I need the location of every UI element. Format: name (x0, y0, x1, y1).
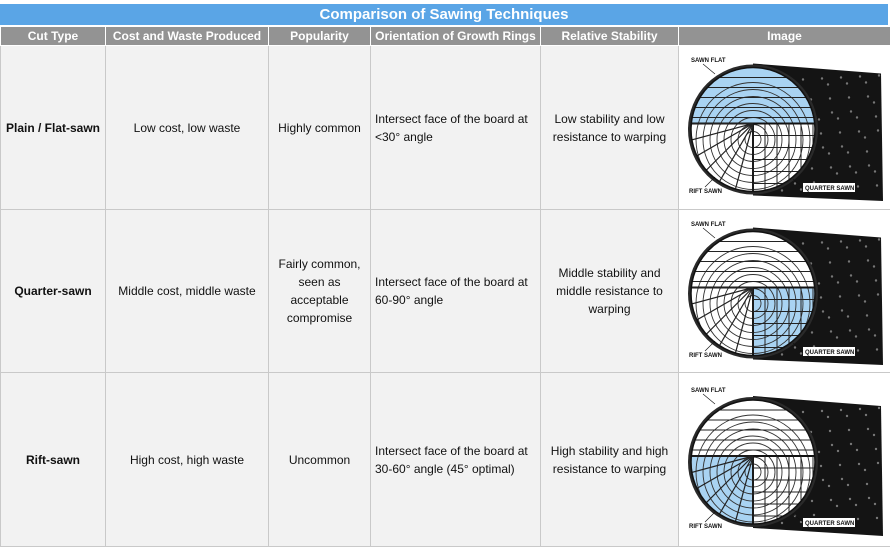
table-row (1, 46, 890, 210)
label-quarter-sawn: QUARTER SAWN (804, 520, 854, 527)
stability-cell: Low stability and low resistance to warping (541, 46, 679, 210)
image-cell (679, 373, 890, 547)
orientation-cell: Intersect face of the board at <30° angle (371, 46, 541, 210)
orientation-cell: Intersect face of the board at 30-60° angle (45° optimal) (371, 373, 541, 547)
cost-cell: Low cost, low waste (106, 46, 269, 210)
image-cell (679, 46, 890, 210)
label-rift-sawn: RIFT SAWN (688, 523, 722, 530)
cut-type-cell: Rift-sawn (1, 373, 106, 547)
label-sawn-flat: SAWN FLAT (690, 221, 726, 228)
label-sawn-flat: SAWN FLAT (690, 387, 726, 394)
label-rift-sawn: RIFT SAWN (688, 352, 722, 359)
log-cross-section-image (685, 50, 885, 205)
comparison-table (0, 26, 890, 547)
cost-cell: Middle cost, middle waste (106, 210, 269, 373)
cost-cell: High cost, high waste (106, 373, 269, 547)
header-stability: Relative Stability (541, 27, 679, 46)
label-rift-sawn: RIFT SAWN (688, 189, 722, 195)
header-popularity: Popularity (269, 27, 371, 46)
table-title: Comparison of Sawing Techniques (0, 4, 888, 25)
popularity-cell: Fairly common, seen as acceptable compromise (269, 210, 371, 373)
table-row (1, 210, 890, 373)
image-cell (679, 210, 890, 373)
header-row (1, 27, 890, 46)
log-cross-section-image (685, 214, 885, 369)
popularity-cell: Uncommon (269, 373, 371, 547)
log-cross-section-image (685, 380, 885, 540)
header-cost-waste: Cost and Waste Produced (106, 27, 269, 46)
cut-type-cell: Plain / Flat-sawn (1, 46, 106, 210)
header-image: Image (679, 27, 890, 46)
header-orientation: Orientation of Growth Rings (371, 27, 541, 46)
label-quarter-sawn: QUARTER SAWN (804, 186, 854, 192)
stability-cell: High stability and high resistance to warping (541, 373, 679, 547)
label-sawn-flat: SAWN FLAT (690, 58, 726, 64)
orientation-cell: Intersect face of the board at 60-90° angle (371, 210, 541, 373)
stability-cell: Middle stability and middle resistance to warping (541, 210, 679, 373)
cut-type-cell: Quarter-sawn (1, 210, 106, 373)
popularity-cell: Highly common (269, 46, 371, 210)
table-row (1, 373, 890, 547)
label-quarter-sawn: QUARTER SAWN (804, 349, 854, 356)
header-cut-type: Cut Type (1, 27, 106, 46)
